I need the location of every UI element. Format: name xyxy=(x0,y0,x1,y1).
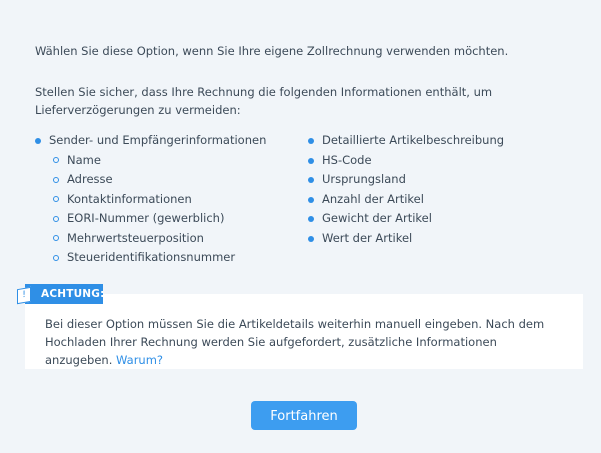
list-item: Sender- und Empfängerinformationen xyxy=(35,131,266,151)
sub-list-item: Steueridentifikationsnummer xyxy=(35,248,266,268)
right-info-list xyxy=(308,131,504,248)
sub-list-item: Adresse xyxy=(35,170,266,190)
ring-bullet-icon xyxy=(53,196,59,202)
ring-bullet-icon xyxy=(53,216,59,222)
bullet-icon xyxy=(308,236,314,242)
list-item: Ursprungsland xyxy=(308,170,504,190)
list-item: Gewicht der Artikel xyxy=(308,209,504,229)
intro-text: Wählen Sie diese Option, wenn Sie Ihre eigene Zollrechnung verwenden möchten. xyxy=(35,44,509,58)
sub-list-item: EORI-Nummer (gewerblich) xyxy=(35,209,266,229)
ring-bullet-icon xyxy=(53,157,59,163)
sub-list-item: Name xyxy=(35,151,266,171)
bullet-icon xyxy=(35,138,41,144)
warning-flag-icon: ! xyxy=(17,287,31,304)
bullet-icon xyxy=(308,138,314,144)
left-info-list xyxy=(35,131,266,268)
warning-box xyxy=(25,294,583,369)
ring-bullet-icon xyxy=(53,235,59,241)
sub-list-item: Kontaktinformationen xyxy=(35,190,266,210)
ring-bullet-icon xyxy=(53,177,59,183)
list-item: HS-Code xyxy=(308,151,504,171)
requirements-text: Stellen Sie sicher, dass Ihre Rechnung die folgenden Informationen enthält, um Lieferverzögerungen zu vermeiden: xyxy=(35,85,493,117)
list-item: Detaillierte Artikelbeschreibung xyxy=(308,131,504,151)
bullet-icon xyxy=(308,158,314,164)
list-item: Anzahl der Artikel xyxy=(308,190,504,210)
warning-text: Bei dieser Option müssen Sie die Artikeldetails weiterhin manuell eingeben. Nach dem Hochladen Ihrer Rechnung werden Sie aufgefordert, zusätzliche Informationen anzugeben. xyxy=(45,317,545,367)
continue-button[interactable]: Fortfahren xyxy=(251,401,357,430)
bullet-icon xyxy=(308,197,314,203)
ring-bullet-icon xyxy=(53,255,59,261)
sub-list-item: Mehrwertsteuerposition xyxy=(35,229,266,249)
bullet-icon xyxy=(308,216,314,222)
warning-tag: ACHTUNG: xyxy=(25,284,103,304)
why-link[interactable]: Warum? xyxy=(116,353,164,367)
list-item: Wert der Artikel xyxy=(308,229,504,249)
bullet-icon xyxy=(308,177,314,183)
